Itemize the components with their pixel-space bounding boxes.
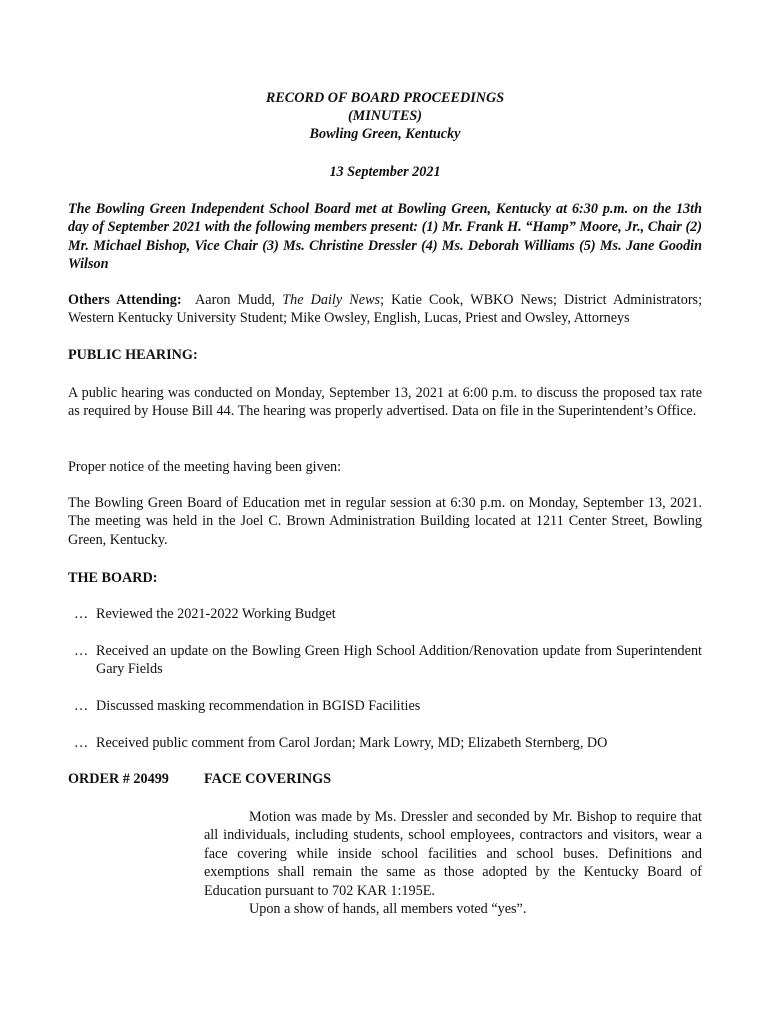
public-hearing-paragraph: A public hearing was conducted on Monday, September 13, 2021 at 6:00 p.m. to discuss the proposed tax rate as required by House Bill 44. The hearing was properly advertised. Data on file in the Superintendent’s Office.: [68, 385, 702, 420]
ellipsis-bullet-icon: …: [74, 643, 89, 659]
list-item-text: Received an update on the Bowling Green High School Addition/Renovation update from Superintendent Gary Fields: [96, 643, 702, 678]
members-present-paragraph: The Bowling Green Independent School Board met at Bowling Green, Kentucky at 6:30 p.m. on the 13th day of September 2021 with the following members present: (1) Mr. Frank H. “Hamp” Moore, Jr., Chair (2) Mr. Michael Bishop, Vice Chair (3) Ms. Christine Dressler (4) Ms. Deborah Williams (5) Ms. Jane Goodin Wilson: [68, 201, 702, 273]
order-motion-block: [204, 808, 702, 918]
document-location: Bowling Green, Kentucky: [309, 126, 461, 142]
ellipsis-bullet-icon: …: [74, 606, 89, 622]
list-item: [74, 642, 702, 679]
board-heading: THE BOARD:: [68, 570, 158, 586]
publication-name: The Daily News: [282, 292, 381, 308]
ellipsis-bullet-icon: …: [74, 698, 89, 714]
list-item-text: Discussed masking recommendation in BGISD Facilities: [96, 698, 421, 714]
motion-text: Motion was made by Ms. Dressler and seconded by Mr. Bishop to require that all individuals, including students, school employees, contractors and visitors, wear a face covering while inside school facilities and school buses. Definitions and exemptions shall remain the same as those adopted by the Kentucky Board of Education pursuant to 702 KAR 1:195E.: [204, 809, 702, 899]
public-hearing-heading: PUBLIC HEARING:: [68, 347, 198, 363]
ellipsis-bullet-icon: …: [74, 735, 89, 751]
others-attending-post: ; Katie Cook, WBKO News; District Administrators; Western Kentucky University Student; Mike Owsley, English, Lucas, Priest and Owsley, Attorneys: [68, 292, 703, 327]
others-attending-pre: Aaron Mudd,: [195, 292, 283, 308]
list-item: [74, 734, 702, 752]
list-item: [74, 697, 702, 715]
document-subtitle: (MINUTES): [347, 108, 423, 124]
vote-text: Upon a show of hands, all members voted “yes”.: [249, 901, 527, 918]
meeting-date: 13 September 2021: [329, 164, 441, 180]
others-attending-label: Others Attending:: [68, 292, 182, 308]
notice-paragraph: Proper notice of the meeting having been given:: [68, 459, 342, 475]
list-item-text: Reviewed the 2021-2022 Working Budget: [96, 606, 336, 622]
order-number: ORDER # 20499: [68, 771, 169, 787]
others-attending-paragraph: [68, 291, 702, 328]
document-title: RECORD OF BOARD PROCEEDINGS: [265, 90, 505, 106]
order-title: FACE COVERINGS: [204, 771, 332, 787]
session-paragraph: The Bowling Green Board of Education met in regular session at 6:30 p.m. on Monday, September 13, 2021. The meeting was held in the Joel C. Brown Administration Building located at 1211 Center Street, Bowling Green, Kentucky.: [68, 495, 702, 548]
list-item-text: Received public comment from Carol Jordan; Mark Lowry, MD; Elizabeth Sternberg, DO: [96, 735, 608, 751]
list-item: [74, 605, 702, 623]
